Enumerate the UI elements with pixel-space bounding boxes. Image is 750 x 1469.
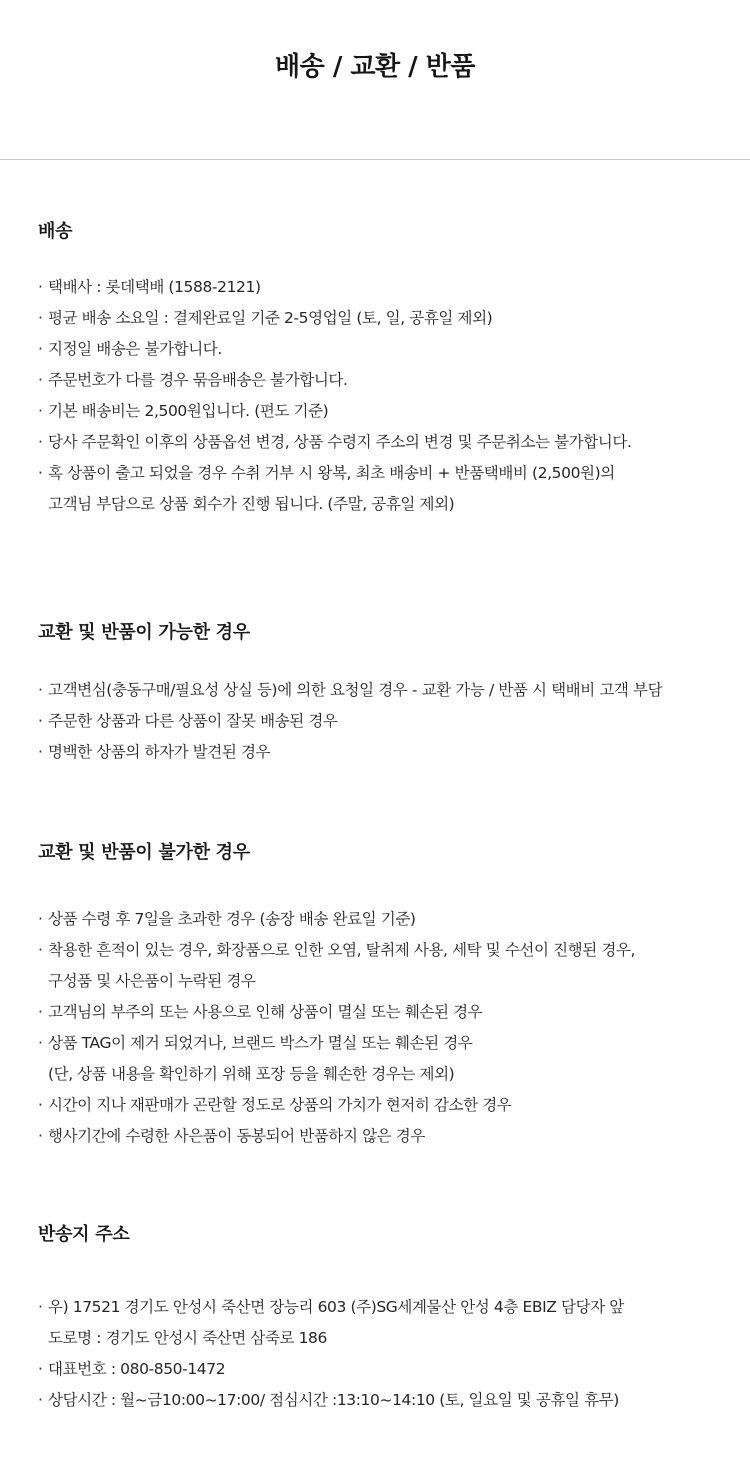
list-item-text: 당사 주문확인 이후의 상품옵션 변경, 상품 수령지 주소의 변경 및 주문취소는 불가합니다. — [48, 433, 632, 451]
list-item — [38, 1354, 730, 1385]
bullet: · — [38, 712, 43, 730]
bullet: · — [38, 340, 43, 358]
bullet: · — [38, 1003, 43, 1021]
list-item — [38, 935, 730, 966]
impossible-section-title: 교환 및 반품이 불가한 경우 — [38, 842, 250, 863]
address-list — [38, 1292, 730, 1416]
page-title: 배송 / 교환 / 반품 — [275, 52, 475, 83]
list-item-continuation: 도로명 : 경기도 안성시 죽산면 삼죽로 186 — [48, 1329, 327, 1347]
list-item — [38, 1028, 730, 1059]
list-item-text: 상품 TAG이 제거 되었거나, 브랜드 박스가 멸실 또는 훼손된 경우 — [48, 1034, 473, 1052]
list-item-text: 시간이 지나 재판매가 곤란할 정도로 상품의 가치가 현저히 감소한 경우 — [48, 1096, 512, 1114]
list-item-text: 택배사 : 롯데택배 (1588-2121) — [48, 278, 261, 296]
impossible-section — [38, 839, 730, 1152]
list-item — [38, 272, 730, 303]
bullet: · — [38, 910, 43, 928]
bullet: · — [38, 433, 43, 451]
list-item — [38, 675, 730, 706]
list-item-text: 평균 배송 소요일 : 결제완료일 기준 2-5영업일 (토, 일, 공휴일 제외) — [48, 309, 493, 327]
list-item-text: 우) 17521 경기도 안성시 죽산면 장능리 603 (주)SG세계물산 안성 4층 EBIZ 담당자 앞 — [48, 1298, 624, 1316]
list-item-text: 대표번호 : 080-850-1472 — [48, 1360, 226, 1378]
list-item — [38, 1385, 730, 1416]
possible-list — [38, 675, 730, 768]
list-item-text: 명백한 상품의 하자가 발견된 경우 — [48, 743, 271, 761]
list-item-text: 주문번호가 다를 경우 묶음배송은 불가합니다. — [48, 371, 348, 389]
bullet: · — [38, 1096, 43, 1114]
bullet: · — [38, 1391, 43, 1409]
possible-section — [38, 619, 730, 768]
list-item-continuation: 구성품 및 사은품이 누락된 경우 — [48, 972, 256, 990]
list-item-text: 혹 상품이 출고 되었을 경우 수취 거부 시 왕복, 최초 배송비 + 반품택배비 (2,500원)의 — [48, 464, 615, 482]
bullet: · — [38, 1127, 43, 1145]
list-item — [38, 303, 730, 334]
shipping-section-title: 배송 — [38, 221, 73, 242]
page-header — [0, 0, 750, 160]
possible-section-title: 교환 및 반품이 가능한 경우 — [38, 622, 250, 643]
address-section-title: 반송지 주소 — [38, 1224, 130, 1245]
bullet: · — [38, 371, 43, 389]
list-item-text: 고객변심(충동구매/필요성 상실 등)에 의한 요청일 경우 - 교환 가능 / 반품 시 택배비 고객 부담 — [48, 681, 663, 699]
list-item — [38, 458, 730, 489]
list-item-text: 지정일 배송은 불가합니다. — [48, 340, 222, 358]
impossible-list — [38, 904, 730, 1152]
list-item-continuation: 고객님 부담으로 상품 회수가 진행 됩니다. (주말, 공휴일 제외) — [48, 495, 455, 513]
shipping-list — [38, 272, 730, 520]
address-section — [38, 1221, 730, 1416]
list-item — [38, 427, 730, 458]
bullet: · — [38, 309, 43, 327]
list-item-text: 착용한 흔적이 있는 경우, 화장품으로 인한 오염, 탈취제 사용, 세탁 및 수선이 진행된 경우, — [48, 941, 636, 959]
bullet: · — [38, 1034, 43, 1052]
list-item — [38, 1121, 730, 1152]
list-item-text: 상담시간 : 월~금10:00~17:00/ 점심시간 :13:10~14:10 (토, 일요일 및 공휴일 휴무) — [48, 1391, 619, 1409]
list-item — [38, 1090, 730, 1121]
bullet: · — [38, 402, 43, 420]
list-item-text: 기본 배송비는 2,500원입니다. (편도 기준) — [48, 402, 329, 420]
bullet: · — [38, 1360, 43, 1378]
bullet: · — [38, 1298, 43, 1316]
list-item — [38, 706, 730, 737]
list-item — [38, 737, 730, 768]
bullet: · — [38, 941, 43, 959]
list-item — [38, 904, 730, 935]
list-item — [38, 997, 730, 1028]
list-item-text: 상품 수령 후 7일을 초과한 경우 (송장 배송 완료일 기준) — [48, 910, 416, 928]
list-item-text: 주문한 상품과 다른 상품이 잘못 배송된 경우 — [48, 712, 338, 730]
bullet: · — [38, 278, 43, 296]
list-item-text: 행사기간에 수령한 사은품이 동봉되어 반품하지 않은 경우 — [48, 1127, 425, 1145]
bullet: · — [38, 743, 43, 761]
list-item — [38, 334, 730, 365]
list-item-text: 고객님의 부주의 또는 사용으로 인해 상품이 멸실 또는 훼손된 경우 — [48, 1003, 483, 1021]
list-item-continuation: (단, 상품 내용을 확인하기 위해 포장 등을 훼손한 경우는 제외) — [48, 1065, 455, 1083]
bullet: · — [38, 681, 43, 699]
bullet: · — [38, 464, 43, 482]
list-item — [38, 1292, 730, 1323]
list-item — [38, 365, 730, 396]
list-item — [38, 396, 730, 427]
shipping-section — [38, 218, 730, 520]
